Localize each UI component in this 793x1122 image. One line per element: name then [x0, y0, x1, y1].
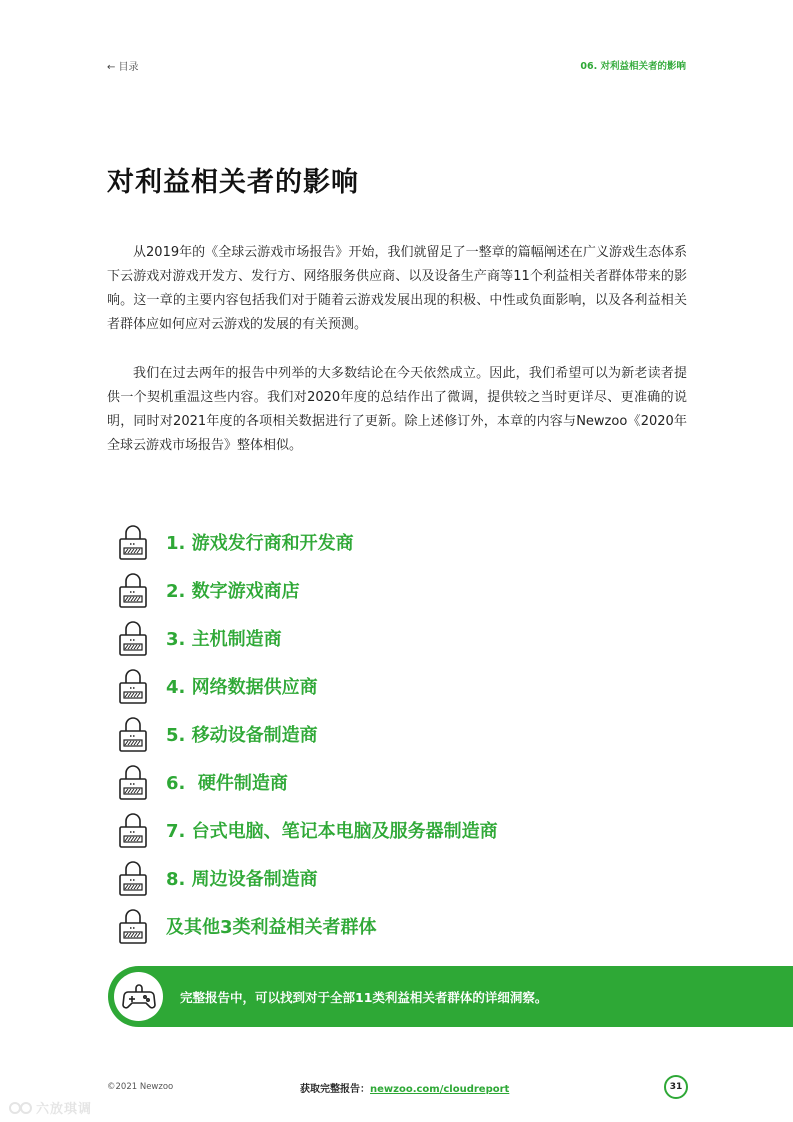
- logo-icon: [8, 1099, 34, 1117]
- lock-icon: [116, 906, 150, 946]
- footer-copyright: ©2021 Newzoo: [107, 1082, 174, 1092]
- page-title: 对利益相关者的影响: [107, 167, 359, 198]
- gamepad-icon: [122, 980, 156, 1014]
- list-item: [116, 566, 498, 614]
- list-item-label: 5. 移动设备制造商: [166, 725, 318, 746]
- full-report-banner: [108, 966, 793, 1027]
- list-item-label: 3. 主机制造商: [166, 629, 282, 650]
- watermark: [8, 1098, 92, 1117]
- list-item-label: 8. 周边设备制造商: [166, 869, 318, 890]
- list-item: [116, 710, 498, 758]
- lock-icon: [116, 762, 150, 802]
- gamepad-icon-badge: [114, 972, 163, 1021]
- list-item: [116, 662, 498, 710]
- lock-icon: [116, 666, 150, 706]
- lock-icon: [116, 522, 150, 562]
- intro-paragraph-1: 从2019年的《全球云游戏市场报告》开始，我们就留足了一整章的篇幅阐述在广义游戏生态体系下云游戏对游戏开发方、发行方、网络服务供应商、以及设备生产商等11个利益相关者群体带来的影响。这一章的主要内容包括我们对于随着云游戏发展出现的积极、中性或负面影响，以及各利益相关者群体应如何应对云游戏的发展的有关预测。: [107, 245, 687, 332]
- page-number: 31: [664, 1075, 688, 1099]
- list-item: [116, 806, 498, 854]
- list-item: [116, 518, 498, 566]
- lock-icon: [116, 810, 150, 850]
- back-to-contents-link[interactable]: ← 目录: [107, 62, 139, 73]
- footer-cta: [300, 1080, 509, 1095]
- stakeholder-list: [116, 518, 498, 950]
- lock-icon: [116, 714, 150, 754]
- list-item-label: 6. 硬件制造商: [166, 773, 288, 794]
- list-item-label: 7. 台式电脑、笔记本电脑及服务器制造商: [166, 821, 498, 842]
- list-item-label: 及其他3类利益相关者群体: [166, 917, 377, 938]
- list-item: [116, 854, 498, 902]
- list-item: [116, 614, 498, 662]
- footer-cta-label: 获取完整报告：: [300, 1084, 370, 1095]
- list-item: [116, 758, 498, 806]
- lock-icon: [116, 618, 150, 658]
- list-item-label: 4. 网络数据供应商: [166, 677, 318, 698]
- watermark-text: 六放琪调: [36, 1102, 93, 1117]
- intro-paragraph-2: 我们在过去两年的报告中列举的大多数结论在今天依然成立。因此，我们希望可以为新老读者提供一个契机重温这些内容。我们对2020年度的总结作出了微调，提供较之当时更详尽、更准确的说明，同时对2021年度的各项相关数据进行了更新。除上述修订外，本章的内容与Newzoo《2020年全球云游戏市场报告》整体相似。: [107, 366, 687, 453]
- list-item-label: 1. 游戏发行商和开发商: [166, 533, 354, 554]
- lock-icon: [116, 858, 150, 898]
- list-item: [116, 902, 498, 950]
- banner-text: 完整报告中，可以找到对于全部11类利益相关者群体的详细洞察。: [180, 990, 548, 1005]
- section-header: 06. 对利益相关者的影响: [580, 61, 686, 72]
- cloudreport-link[interactable]: newzoo.com/cloudreport: [370, 1084, 510, 1095]
- lock-icon: [116, 570, 150, 610]
- list-item-label: 2. 数字游戏商店: [166, 581, 300, 602]
